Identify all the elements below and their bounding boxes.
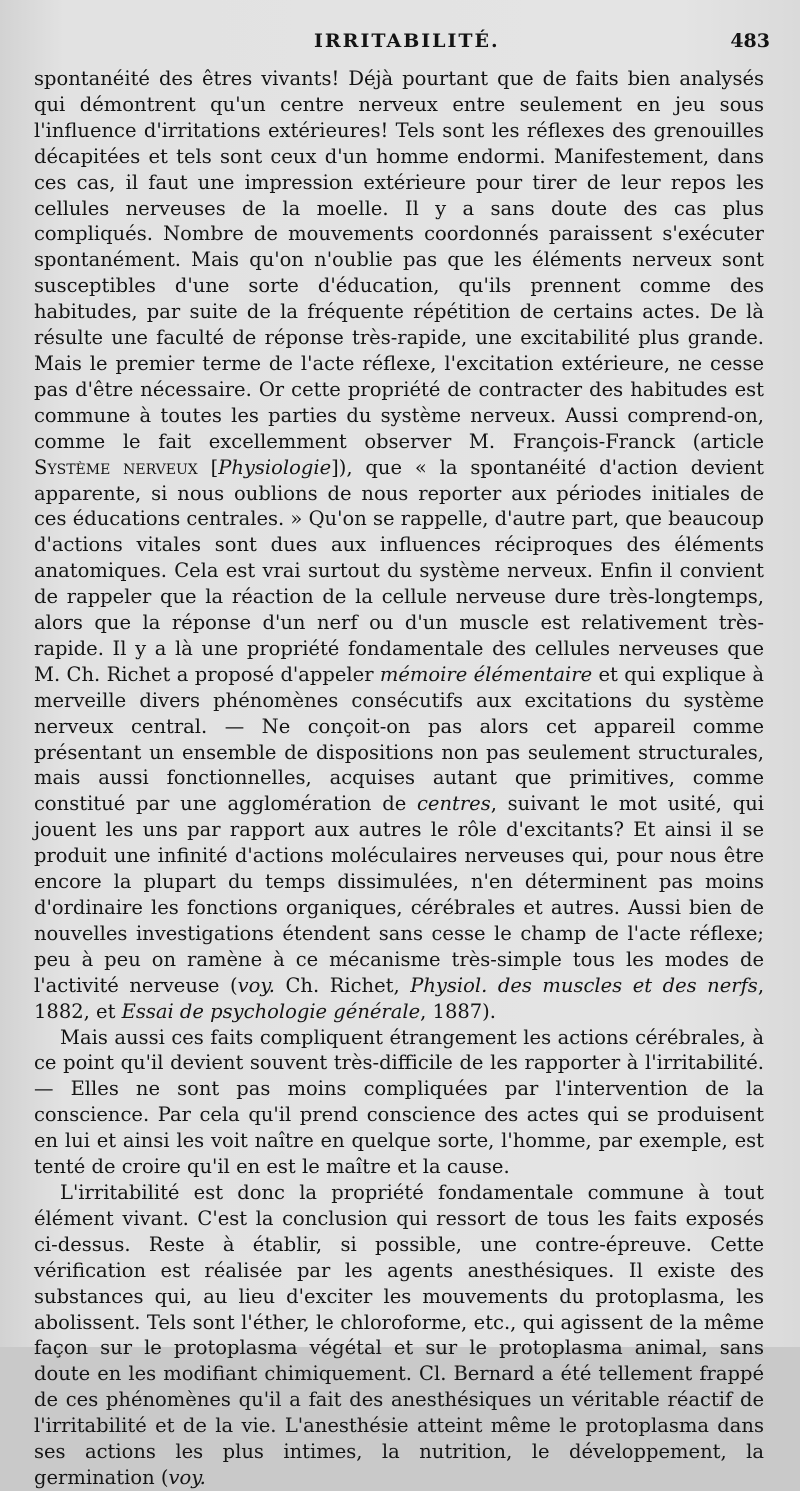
paragraph-3: L'irritabilité est donc la propriété fondamentale commune à tout élément vivant. C'est la conclusion qui ressort de tous les faits exposés ci-dessus. Reste à établir, si possible, une contre-épreuve. Cette vérification est réalisée par les agents anesthésiques. Il existe des substances qui, au lieu d'exciter les mouvements du protoplasma, les abolissent. Tels sont l'éther, le chloroforme, etc., qui agissent de la même façon sur le protoplasma végétal et sur le protoplasma animal, sans doute en les modifiant chimiquement. Cl. Bernard a été tellement frappé de ces phénomènes qu'il a fait des anesthésiques un véritable réactif de l'irritabilité et de la vie. L'anesthésie atteint même le protoplasma dans ses actions les plus intimes, la nutrition, le développement, la germination (voy. [34,1180,764,1489]
italic-title: Essai de psychologie générale [121,999,421,1023]
page-header [34,30,780,58]
italic-term: mémoire élémentaire [379,662,593,686]
italic-title: Physiol. des muscles et des nerfs [410,973,758,997]
italic-term: voy. [237,973,275,997]
italic-term: Physiologie [218,455,332,479]
paragraph-1: spontanéité des êtres vivants! Déjà pourtant que de faits bien analysés qui démontrent qu'un centre nerveux entre seulement en jeu sous l'influence d'irritations extérieures! Tels sont les réflexes des grenouilles décapitées et tels sont ceux d'un homme endormi. Manifestement, dans ces cas, il faut une impression extérieure pour tirer de leur repos les cellules nerveuses de la moelle. Il y a sans doute des cas plus compliqués. Nombre de mouvements coordonnés paraissent s'exécuter spontanément. Mais qu'on n'oublie pas que les éléments nerveux sont susceptibles d'une sorte d'éducation, qu'ils prennent comme des habitudes, par suite de la fréquente répétition de certains actes. De là résulte une faculté de réponse très-rapide, une excitabilité plus grande. Mais le premier terme de l'acte réflexe, l'excitation extérieure, ne cesse pas d'être nécessaire. Or cette propriété de contracter des habitudes est commune à toutes les parties du système nerveux. Aussi comprend-on, comme le fait excellemment observer M. François-Franck (article Système nerveux [Physiologie]), que « la spontanéité d'action devient apparente, si nous oublions de nous reporter aux périodes initiales de ces éducations centrales. » Qu'on se rappelle, d'autre part, que beaucoup d'actions vitales sont dues aux influences réciproques des éléments anatomiques. Cela est vrai surtout du système nerveux. Enfin il convient de rappeler que la réaction de la cellule nerveuse dure très-longtemps, alors que la réponse d'un nerf ou d'un muscle est relativement très-rapide. Il y a là une propriété fondamentale des cellules nerveuses que M. Ch. Richet a proposé d'appeler mémoire élémentaire et qui explique à merveille divers phénomènes consécutifs aux excitations du système nerveux central. — Ne conçoit-on pas alors cet appareil comme présentant un ensemble de dispositions non pas seulement structurales, mais aussi fonctionnelles, acquises autant que primitives, comme constitué par une agglomération de centres, suivant le mot usité, qui jouent les uns par rapport aux autres le rôle d'excitants? Et ainsi il se produit une infinité d'actions moléculaires nerveuses qui, pour nous être encore la plupart du temps dissimulées, n'en déterminent pas moins d'ordinaire les fonctions organiques, cérébrales et autres. Aussi bien de nouvelles investigations étendent sans cesse le champ de l'acte réflexe; peu à peu on ramène à ce mécanisme très-simple tous les modes de l'activité nerveuse (voy. Ch. Richet, Physiol. des muscles et des nerfs, 1882, et Essai de psychologie générale, 1887). [34,67,765,1023]
page-number: 483 [730,30,770,52]
italic-term: centres [417,792,491,816]
running-title: IRRITABILITÉ. [314,30,500,52]
italic-term: voy. [168,1465,206,1489]
small-caps-term: Système nerveux [34,455,198,479]
paragraph-2: Mais aussi ces faits compliquent étrangement les actions cérébrales, à ce point qu'il devient souvent très-difficile de les rapporter à l'irritabilité. — Elles ne sont pas moins compliquées par l'intervention de la conscience. Par cela qu'il prend conscience des actes qui se produisent en lui et ainsi les voit naître en quelque sorte, l'homme, par exemple, est tenté de croire qu'il en est le maître et la cause. [34,1025,764,1179]
body-text [34,66,764,1491]
